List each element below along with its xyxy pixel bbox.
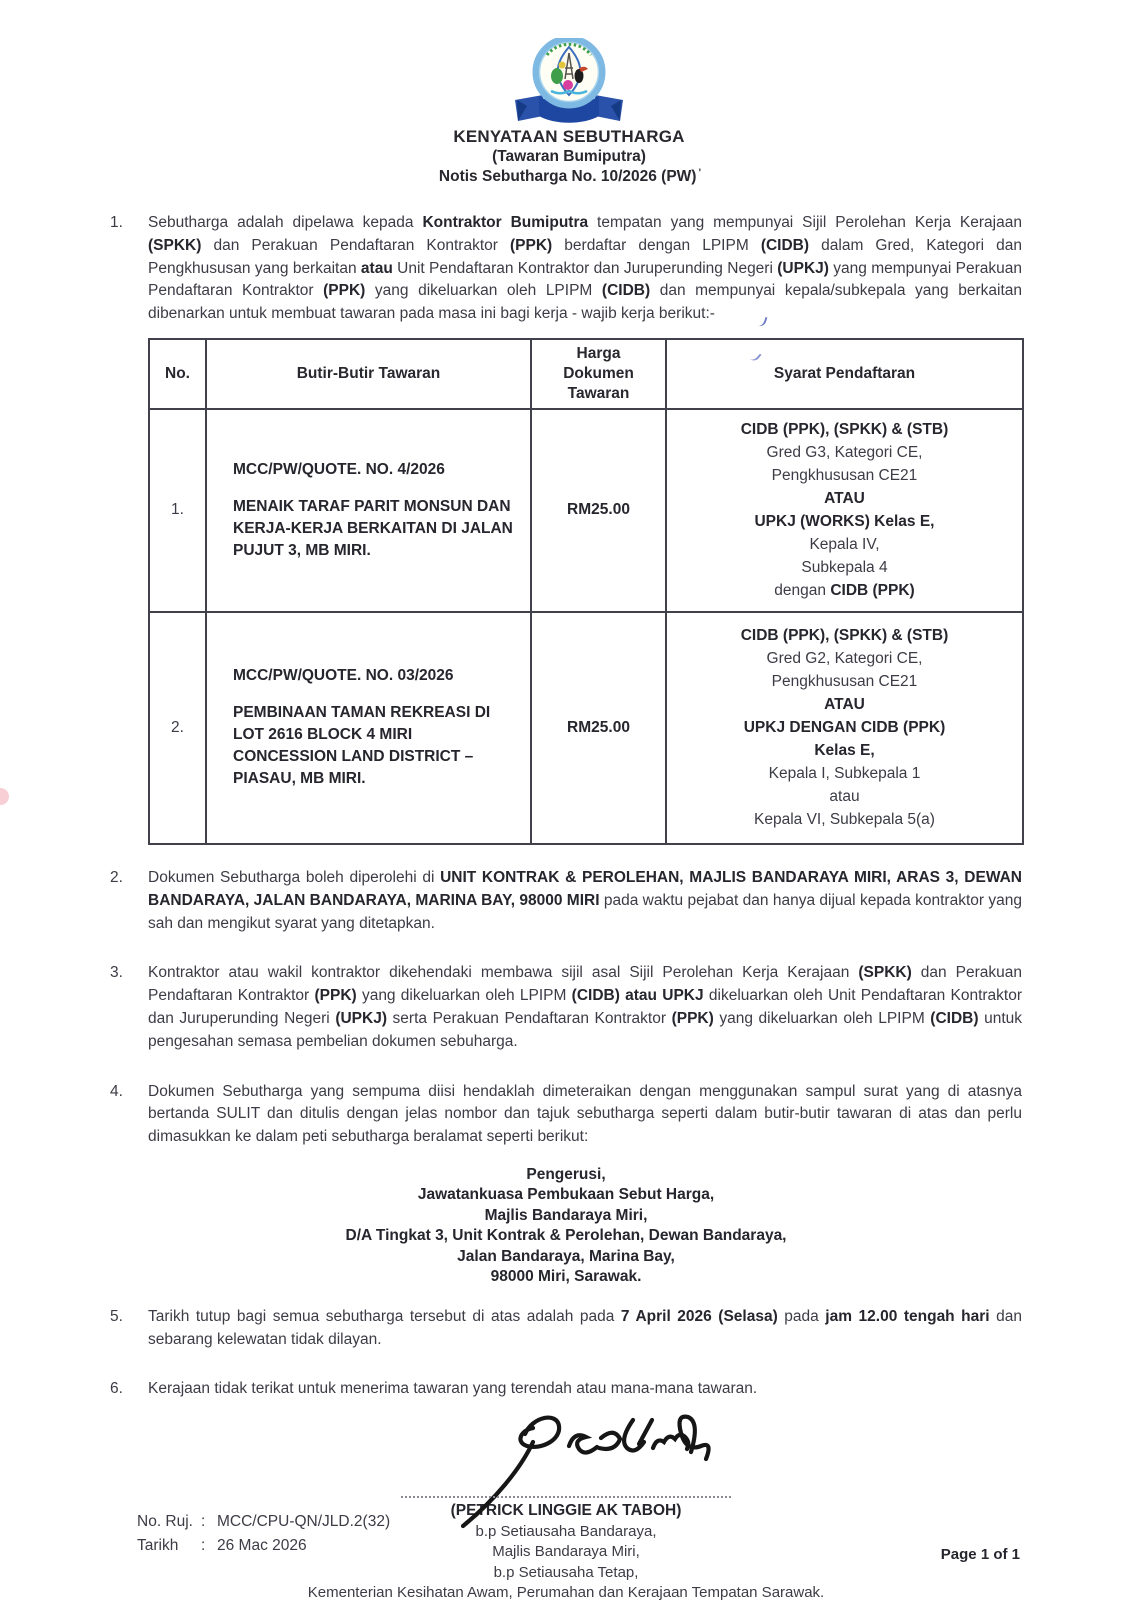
date-label: Tarikh bbox=[137, 1537, 179, 1554]
date-value: 26 Mac 2026 bbox=[217, 1537, 307, 1554]
paragraph-1 bbox=[110, 212, 1022, 326]
signatory-name: (PETRICK LINGGIE AK TABOH) bbox=[450, 1502, 682, 1520]
col-header-syarat: Syarat Pendaftaran bbox=[666, 339, 1023, 409]
row-number: 1. bbox=[149, 409, 206, 612]
col-header-butir: Butir-Butir Tawaran bbox=[206, 339, 531, 409]
table-row bbox=[149, 612, 1023, 844]
document-price: RM25.00 bbox=[531, 612, 666, 844]
signature-area bbox=[401, 1412, 731, 1498]
paragraph-number: 5. bbox=[110, 1307, 123, 1325]
paragraph-number: 2. bbox=[110, 868, 123, 886]
document-title: KENYATAAN SEBUTHARGA bbox=[453, 127, 685, 146]
quote-title: MENAIK TARAF PARIT MONSUN DAN KERJA-KERJA BERKAITAN DI JALAN PUJUT 3, MB MIRI. bbox=[233, 497, 513, 559]
paragraph-4 bbox=[110, 1081, 1022, 1149]
tender-table bbox=[148, 338, 1024, 845]
ref-label: No. Ruj. bbox=[137, 1513, 193, 1530]
paragraph-number: 1. bbox=[110, 214, 123, 231]
paragraph-number: 6. bbox=[110, 1379, 123, 1397]
ref-colon: : bbox=[201, 1513, 206, 1530]
tender-table-wrap bbox=[148, 338, 1022, 845]
paragraph-number: 4. bbox=[110, 1082, 123, 1100]
tender-details-cell bbox=[206, 612, 531, 844]
document-body bbox=[0, 212, 1138, 1604]
paragraph-text: Dokumen Sebutharga boleh diperolehi di UNIT KONTRAK & PEROLEHAN, MAJLIS BANDARAYA MIRI, ARAS 3, DEWAN BANDARAYA, JALAN BANDARAYA, MARINA BAY, 98000 MIRI pada waktu pejabat dan hanya dijual kepada kontraktor yang sah dan mengikut syarat yang ditetapkan. bbox=[148, 868, 1022, 932]
quote-title: PEMBINAAN TAMAN REKREASI DI LOT 2616 BLOCK 4 MIRI CONCESSION LAND DISTRICT – PIASAU, MB MIRI. bbox=[233, 704, 491, 788]
paragraph-5 bbox=[110, 1306, 1022, 1352]
signature-line bbox=[401, 1496, 731, 1498]
paragraph-text: Kontraktor atau wakil kontraktor dikehendaki membawa sijil asal Sijil Perolehan Kerja Kerajaan (SPKK) dan Perakuan Pendaftaran Kontraktor (PPK) yang dikeluarkan oleh LPIPM (CIDB) atau UPKJ dikeluarkan oleh Unit Pendaftaran Kontraktor dan Juruperunding Negeri (UPKJ) serta Perakuan Pendaftaran Kontraktor (PPK) yang dikeluarkan oleh LPIPM (CIDB) untuk pengesahan semasa pembelian dokumen sebuharga. bbox=[148, 964, 1023, 1050]
paragraph-text: Kerajaan tidak terikat untuk menerima tawaran yang terendah atau mana-mana tawaran. bbox=[148, 1379, 758, 1397]
table-row bbox=[149, 409, 1023, 612]
paragraph-3 bbox=[110, 962, 1022, 1053]
handwritten-signature bbox=[429, 1408, 719, 1536]
signatory-titles: b.p Setiausaha Bandaraya, Majlis Bandaraya Miri, b.p Setiausaha Tetap, Kementerian Kesihatan Awam, Perumahan dan Kerajaan Tempatan Sarawak. bbox=[307, 1522, 825, 1602]
table-header-row bbox=[149, 339, 1023, 409]
paragraph-text: Tarikh tutup bagi semua sebutharga tersebut di atas adalah pada 7 April 2026 (Selasa) pada jam 12.00 tengah hari dan sebarang kelewatan tidak dilayan. bbox=[148, 1307, 1022, 1348]
document-header bbox=[0, 0, 1138, 188]
col-header-no: No. bbox=[149, 339, 206, 409]
paragraph-2 bbox=[110, 867, 1022, 935]
paragraph-text: Dokumen Sebutharga yang sempuma diisi hendaklah dimeteraikan dengan menggunakan sampul surat yang di atasnya bertanda SULIT dan ditulis dengan jelas nombor dan tajuk sebutharga seperti dalam butir-butir tawaran di atas dan perlu dimasukkan ke dalam peti sebutharga beralamat seperti berikut: bbox=[148, 1082, 1022, 1146]
date-line bbox=[137, 1534, 390, 1558]
document-subtitle: (Tawaran Bumiputra) bbox=[492, 148, 646, 165]
ref-value: MCC/CPU-QN/JLD.2(32) bbox=[217, 1513, 391, 1530]
registration-requirements: CIDB (PPK), (SPKK) & (STB) Gred G3, Kategori CE, Pengkhususan CE21 ATAU UPKJ (WORKS) Kelas E, Kepala IV, Subkepala 4 dengan CIDB (PPK) bbox=[666, 409, 1023, 612]
notice-number: Notis Sebutharga No. 10/2026 (PW) ' bbox=[439, 167, 699, 188]
col-header-harga: Harga Dokumen Tawaran bbox=[531, 339, 666, 409]
document-price: RM25.00 bbox=[531, 409, 666, 612]
reference-footer bbox=[137, 1510, 390, 1558]
tender-details-cell bbox=[206, 409, 531, 612]
quote-number: MCC/PW/QUOTE. NO. 03/2026 bbox=[233, 667, 454, 685]
paragraph-6 bbox=[110, 1378, 1022, 1401]
registration-requirements: CIDB (PPK), (SPKK) & (STB) Gred G2, Kategori CE, Pengkhususan CE21 ATAU UPKJ DENGAN CIDB (PPK) Kelas E, Kepala I, Subkepala 1 atau Kepala VI, Subkepala 5(a) bbox=[666, 612, 1023, 844]
paragraph-text: Sebutharga adalah dipelawa kepada Kontraktor Bumiputra tempatan yang mempunyai Sijil Perolehan Kerja Kerajaan (SPKK) dan Perakuan Pendaftaran Kontraktor (PPK) berdaftar dengan LPIPM (CIDB) dalam Gred, Kategori dan Pengkhususan yang berkaitan atau Unit Pendaftaran Kontraktor dan Juruperunding Negeri (UPKJ) yang mempunyai Perakuan Pendaftaran Kontraktor (PPK) yang dikeluarkan oleh LPIPM (CIDB) dan mempunyai kepala/subkepala yang berkaitan dibenarkan untuk membuat tawaran pada masa ini bagi kerja - wajib kerja berikut:- bbox=[148, 214, 1022, 323]
row-number: 2. bbox=[149, 612, 206, 844]
quote-number: MCC/PW/QUOTE. NO. 4/2026 bbox=[233, 460, 445, 478]
submission-address: Pengerusi, Jawatankuasa Pembukaan Sebut Harga, Majlis Bandaraya Miri, D/A Tingkat 3, Unit Kontrak & Perolehan, Dewan Bandaraya, Jalan Bandaraya, Marina Bay, 98000 Miri, Sarawak. bbox=[345, 1165, 787, 1286]
reference-number-line bbox=[137, 1510, 390, 1534]
signature-block bbox=[110, 1412, 1022, 1604]
date-colon: : bbox=[201, 1537, 206, 1554]
paragraph-number: 3. bbox=[110, 964, 123, 982]
page-number: Page 1 of 1 bbox=[940, 1546, 1020, 1563]
city-council-crest-logo bbox=[505, 38, 633, 126]
